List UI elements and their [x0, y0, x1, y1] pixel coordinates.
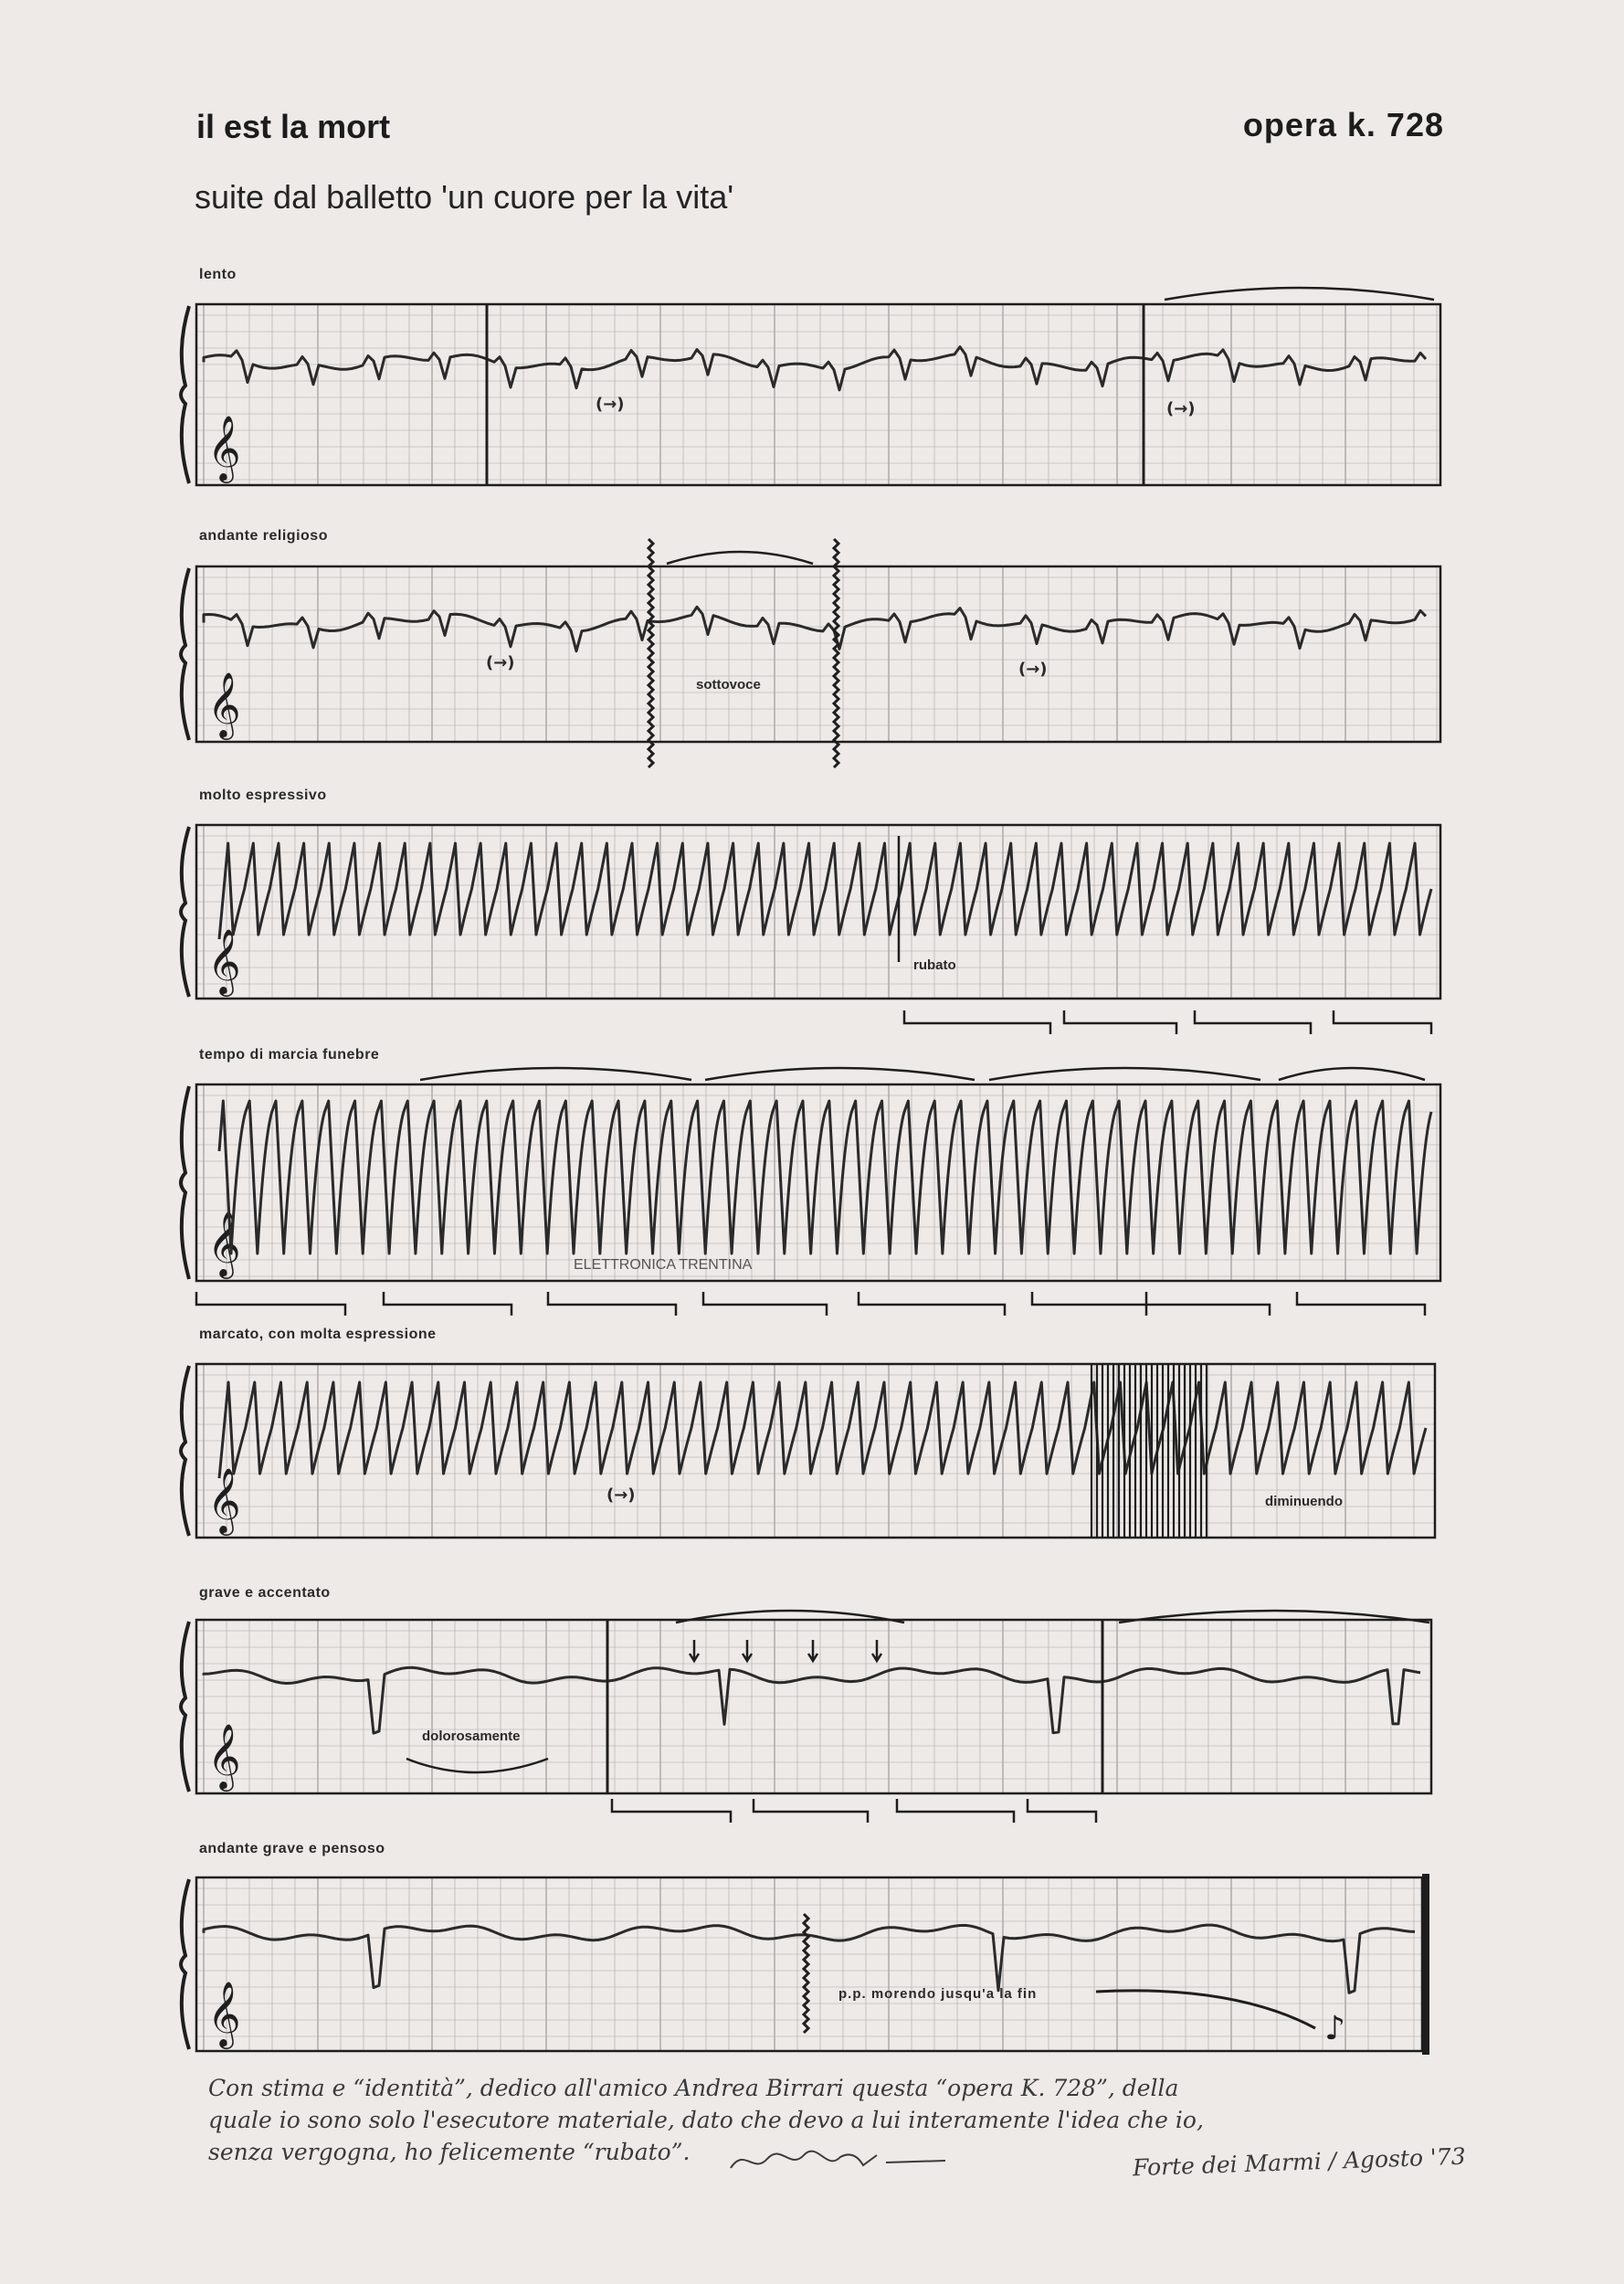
- brace: [181, 1622, 189, 1792]
- treble-clef-icon: 𝄞: [207, 414, 241, 481]
- slur: [1279, 1068, 1425, 1080]
- arrow-mark: (→): [1166, 399, 1196, 418]
- slur: [667, 552, 813, 564]
- phrase-bracket: [703, 1292, 827, 1316]
- ecg-trace: [219, 1382, 1426, 1478]
- tempo-marking-4: tempo di marcia funebre: [199, 1047, 380, 1063]
- treble-clef-icon: 𝄞: [207, 1466, 241, 1533]
- phrase-bracket: [1195, 1010, 1311, 1034]
- arrow-mark: (→): [1018, 660, 1048, 679]
- ecg-trace: [204, 607, 1426, 650]
- place-date: Forte dei Marmi / Agosto '73: [1132, 2142, 1467, 2182]
- brace: [181, 1366, 189, 1536]
- treble-clef-icon: 𝄞: [207, 1722, 241, 1789]
- phrase-bracket: [1297, 1292, 1425, 1316]
- tempo-marking-6: grave e accentato: [199, 1585, 331, 1601]
- brace: [181, 1086, 189, 1279]
- brace: [181, 568, 189, 740]
- phrase-bracket: [196, 1292, 345, 1316]
- brace: [181, 306, 189, 483]
- brace: [181, 1879, 189, 2049]
- down-arrow-icon: [743, 1640, 752, 1661]
- phrase-bracket: [384, 1292, 511, 1316]
- down-arrow-icon: [872, 1640, 881, 1661]
- phrase-bracket: [612, 1799, 731, 1823]
- ecg-trace: [219, 1101, 1431, 1253]
- phrase-bracket: [1064, 1010, 1176, 1034]
- final-bar-line: [1422, 1874, 1429, 2055]
- phrase-bracket: [859, 1292, 1005, 1316]
- phrase-bracket: [754, 1799, 868, 1823]
- down-arrow-icon: [690, 1640, 699, 1661]
- work-title: il est la mort: [196, 108, 391, 145]
- zigzag-bar-line: [649, 539, 653, 767]
- arrow-mark: (→): [606, 1486, 636, 1505]
- opus-number: opera k. 728: [1242, 106, 1444, 143]
- brace: [181, 827, 189, 997]
- eighth-note-icon: ♪: [1324, 2010, 1345, 2047]
- watermark-text: ELETTRONICA TRENTINA: [574, 1257, 753, 1273]
- tempo-marking-1: lento: [199, 267, 237, 282]
- tempo-marking-5: marcato, con molta espressione: [199, 1327, 437, 1342]
- slur: [989, 1068, 1260, 1080]
- slur: [406, 1759, 548, 1772]
- diminuendo-marking: diminuendo: [1265, 1494, 1343, 1509]
- down-arrow-icon: [808, 1640, 817, 1661]
- arrow-mark: (→): [596, 395, 625, 414]
- dedication-line: Con stima e “identità”, dedico all'amico Andrea Birrari questa “opera K. 728”, della: [208, 2075, 1179, 2101]
- treble-clef-icon: 𝄞: [207, 1980, 241, 2046]
- dolorosamente-marking: dolorosamente: [422, 1729, 521, 1744]
- signature: [726, 2142, 964, 2179]
- arrow-mark: (→): [486, 653, 515, 672]
- rubato-marking: rubato: [913, 957, 956, 973]
- slur: [1165, 288, 1434, 300]
- morendo-marking: p.p. morendo jusqu'a la fin: [838, 1986, 1038, 2002]
- treble-clef-icon: 𝄞: [207, 671, 241, 737]
- morendo-line: [1096, 1991, 1315, 2028]
- tempo-marking-7: andante grave e pensoso: [199, 1841, 385, 1856]
- ecg-trace: [204, 347, 1426, 390]
- phrase-bracket: [897, 1799, 1014, 1823]
- phrase-bracket: [1032, 1292, 1146, 1316]
- sottovoce-marking: sottovoce: [696, 677, 761, 693]
- tempo-marking-2: andante religioso: [199, 528, 328, 544]
- ecg-trace: [219, 843, 1431, 939]
- treble-clef-icon: 𝄞: [207, 927, 241, 994]
- zigzag-bar-line: [834, 539, 838, 767]
- slur: [420, 1068, 691, 1080]
- zigzag-bar-line: [804, 1914, 808, 2033]
- phrase-bracket: [548, 1292, 676, 1316]
- phrase-bracket: [1334, 1010, 1431, 1034]
- treble-clef-icon: 𝄞: [207, 1210, 241, 1276]
- phrase-bracket: [1146, 1292, 1270, 1316]
- tempo-marking-3: molto espressivo: [199, 788, 327, 803]
- phrase-bracket: [1028, 1799, 1096, 1823]
- dedication-line: senza vergogna, ho felicemente “rubato”.: [208, 2139, 691, 2165]
- slur: [705, 1068, 975, 1080]
- subtitle: suite dal balletto 'un cuore per la vita': [195, 178, 734, 216]
- phrase-bracket: [904, 1010, 1050, 1034]
- dedication-line: quale io sono solo l'esecutore materiale, dato che devo a lui interamente l'idea che io,: [208, 2107, 1204, 2133]
